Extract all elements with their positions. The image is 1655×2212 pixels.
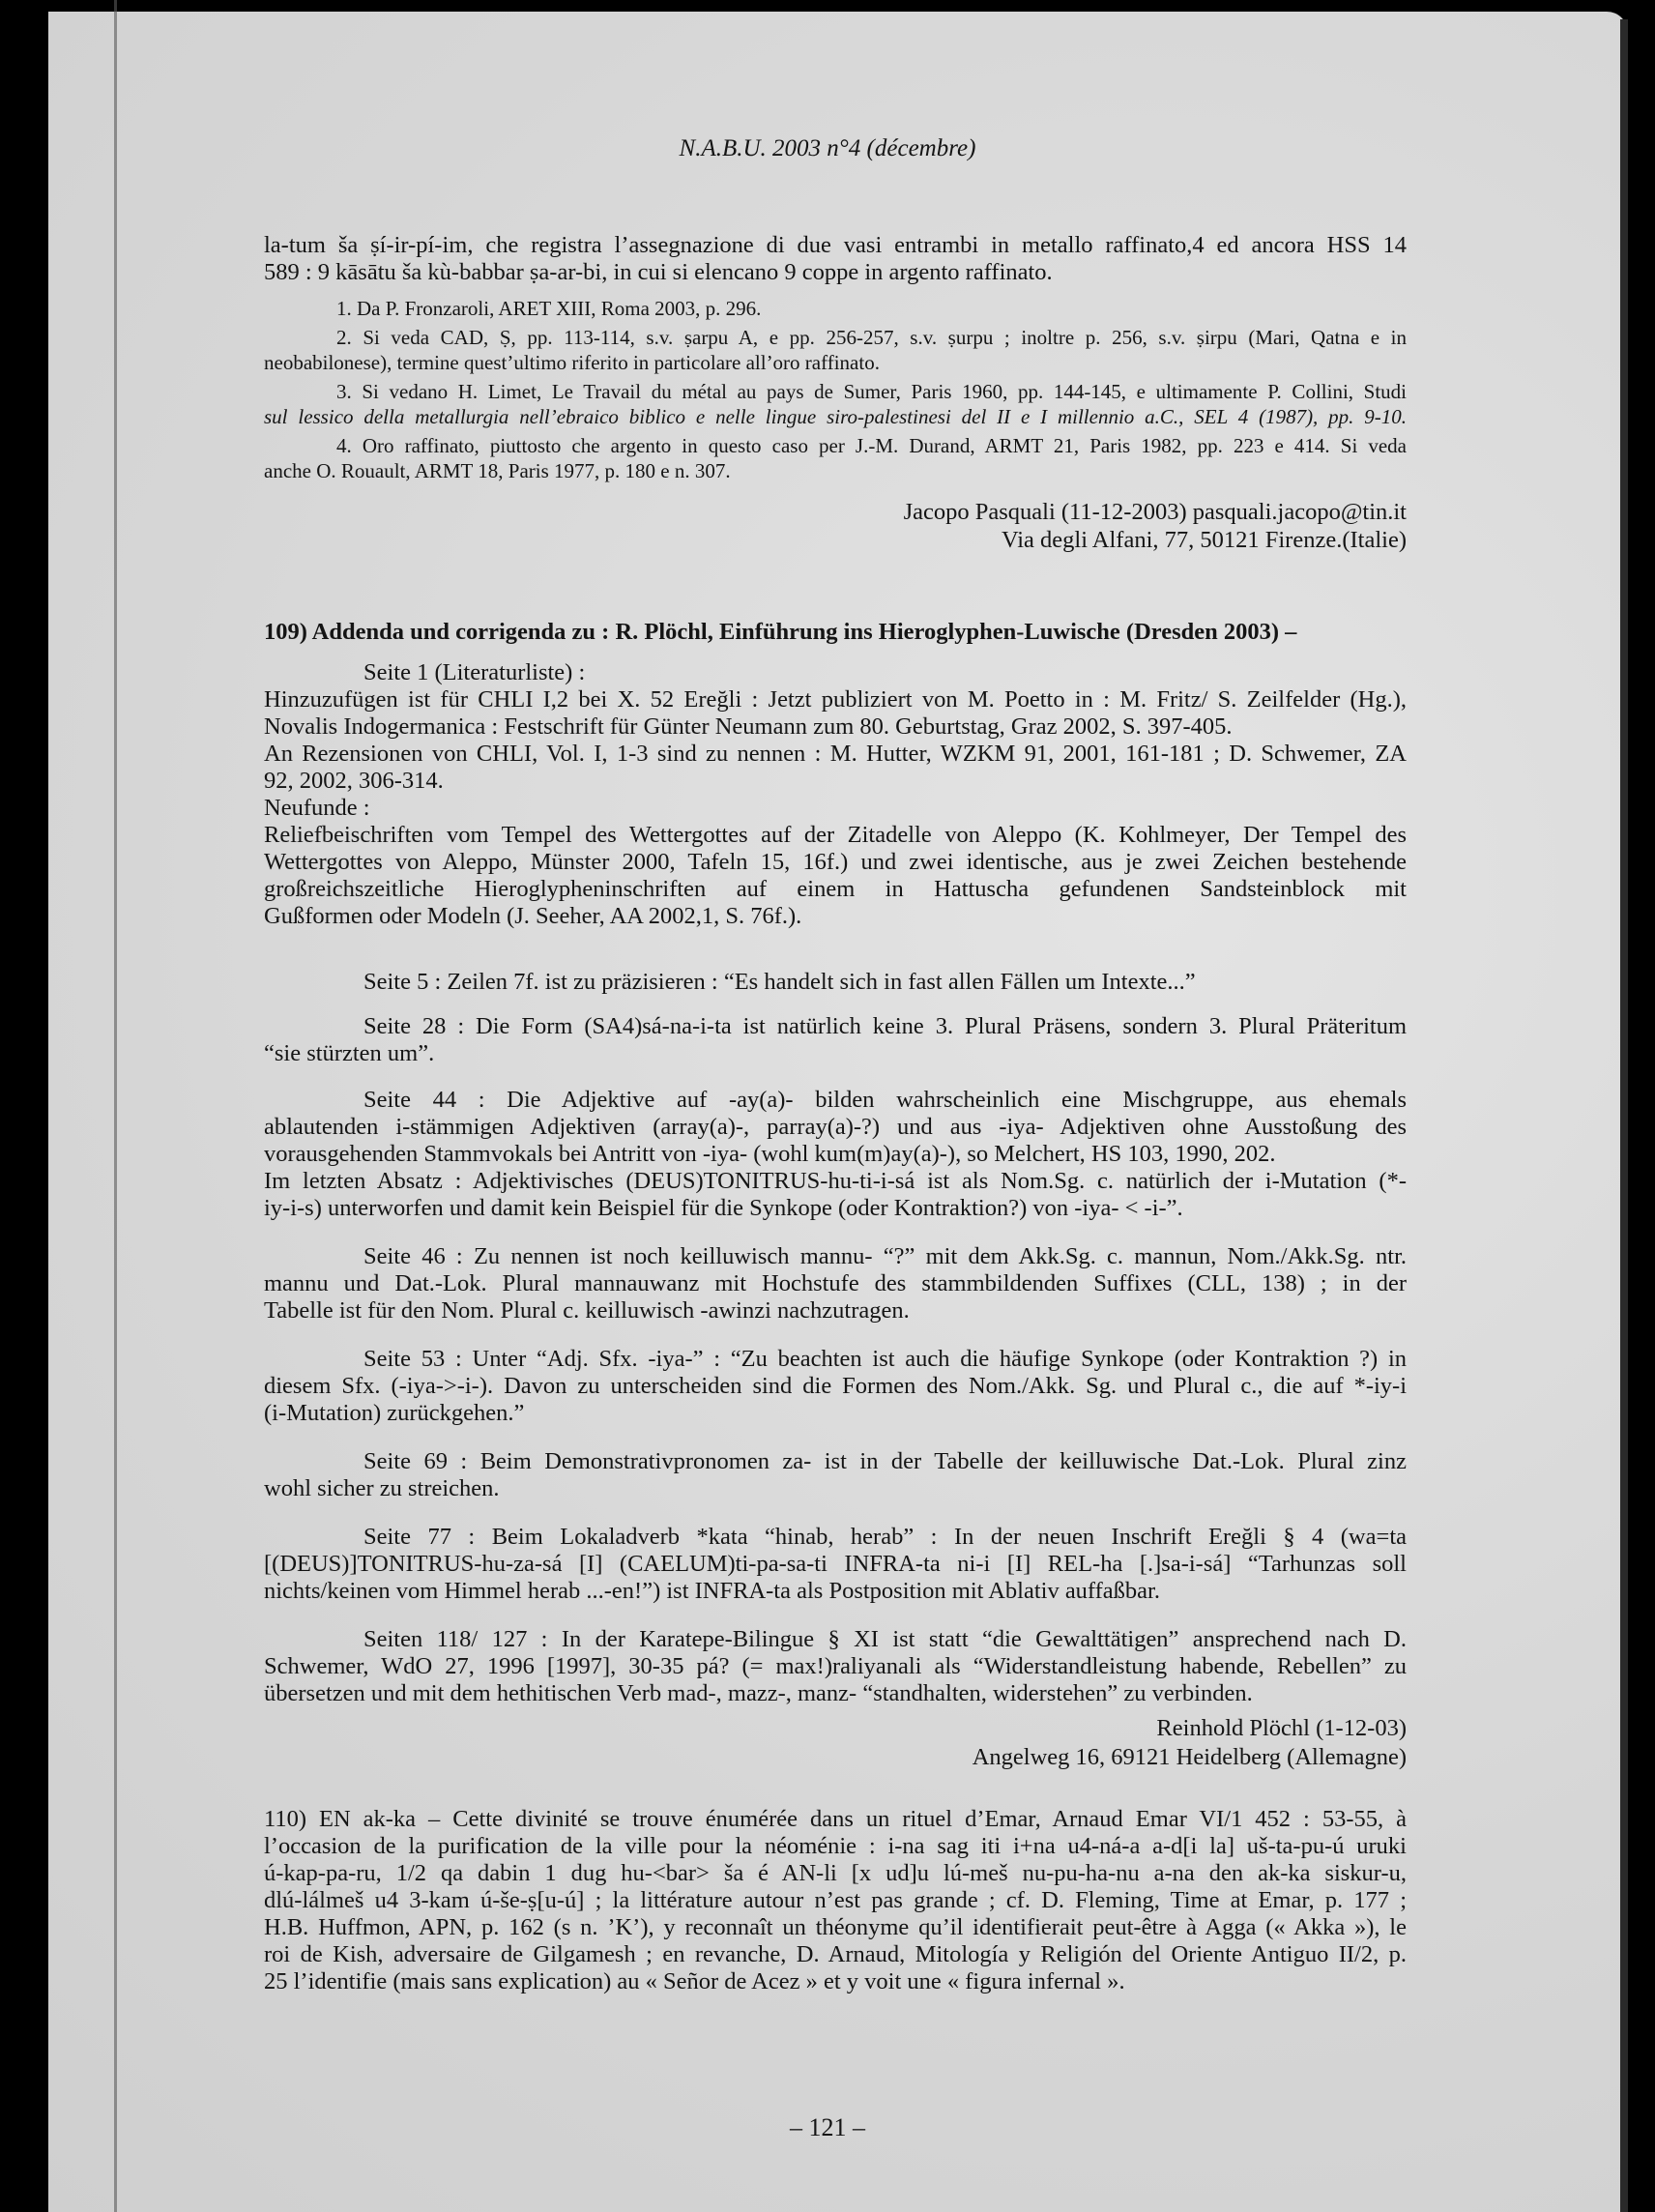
s109-line: Schwemer, WdO 27, 1996 [1997], 30-35 pá? (= max!)raliyanali als “Widerstandleistung habende, Rebellen” zu: [264, 1653, 1407, 1679]
s109-line: Gußformen oder Modeln (J. Seeher, AA 2002,1, S. 76f.).: [264, 903, 802, 929]
s109-line: mannu und Dat.-Lok. Plural mannauwanz mit Hochstufe des stammbildenden Suffixes (CLL, 138) ; in der: [264, 1270, 1407, 1296]
s109-line: Seite 46 : Zu nennen ist noch keilluwisch mannu- “?” mit dem Akk.Sg. c. mannun, Nom./Akk.Sg. ntr.: [363, 1243, 1407, 1269]
s109-line: 92, 2002, 306-314.: [264, 768, 444, 794]
s109-line: nichts/keinen vom Himmel herab ...-en!”) ist INFRA-ta als Postposition mit Ablativ auffaßbar.: [264, 1578, 1160, 1604]
s109-line: “sie stürzten um”.: [264, 1040, 435, 1066]
intro-line: la-tum ša ṣí-ir-pí-im, che registra l’assegnazione di due vasi entrambi in metallo raffinato,4 ed ancora HSS 14: [264, 232, 1407, 258]
intro-line: 589 : 9 kāsātu ša kù-babbar ṣa-ar-bi, in cui si elencano 9 coppe in argento raffinato.: [264, 259, 1053, 285]
footnote-2: 2. Si veda CAD, Ṣ, pp. 113-114, s.v. ṣarpu A, e pp. 256-257, s.v. ṣurpu ; inoltre p. 256, s.v. ṣirpu (Mari, Qatna e in: [336, 326, 1407, 349]
footnote-4-cont: anche O. Rouault, ARMT 18, Paris 1977, p. 180 e n. 307.: [264, 459, 731, 482]
s109-line: Neufunde :: [264, 795, 370, 821]
s109-line: Seite 28 : Die Form (SA4)sá-na-i-ta ist natürlich keine 3. Plural Präsens, sondern 3. Plural Präteritum: [363, 1013, 1407, 1039]
s109-line: großreichszeitliche Hieroglypheninschriften auf einem in Hattuscha gefundenen Sandsteinblock mit: [264, 876, 1407, 902]
s109-line: Seite 1 (Literaturliste) :: [363, 659, 586, 685]
footnote-4: 4. Oro raffinato, piuttosto che argento in questo caso per J.-M. Durand, ARMT 21, Paris 1982, pp. 223 e 414. Si veda: [336, 434, 1407, 457]
page-number: – 121 –: [790, 2113, 865, 2141]
s109-line: Reliefbeischriften vom Tempel des Wettergottes auf der Zitadelle von Aleppo (K. Kohlmeyer, Der Tempel des: [264, 822, 1407, 848]
s109-line: Seiten 118/ 127 : In der Karatepe-Bilingue § XI ist statt “die Gewalttätigen” ansprechend nach D.: [363, 1626, 1407, 1652]
s110-line: roi de Kish, adversaire de Gilgamesh ; en revanche, D. Arnaud, Mitología y Religión del Oriente Antiguo II/2, p.: [264, 1941, 1407, 1967]
s109-line: wohl sicher zu streichen.: [264, 1475, 500, 1501]
section-109-title: 109) Addenda und corrigenda zu : R. Plöchl, Einführung ins Hieroglyphen-Luwische (Dresden 2003) –: [264, 619, 1297, 645]
running-header: N.A.B.U. 2003 n°4 (décembre): [679, 135, 976, 161]
footnote-3-cont: sul lessico della metallurgia nell’ebraico biblico e nelle lingue siro-palestinesi del II e I millennio a.C., SEL 4 (1987), pp. 9-10.: [264, 405, 1407, 428]
s109-line: Seite 77 : Beim Lokaladverb *kata “hinab, herab” : In der neuen Inschrift Ereğli § 4 (wa=ta: [363, 1524, 1407, 1550]
footnote-1: 1. Da P. Fronzaroli, ARET XIII, Roma 2003, p. 296.: [336, 297, 762, 320]
s110-line: 25 l’identifie (mais sans explication) au « Señor de Acez » et y voit une « figura infernal ».: [264, 1968, 1125, 1994]
s109-line: diesem Sfx. (-iya->-i-). Davon zu unterscheiden sind die Formen des Nom./Akk. Sg. und Plural c., die auf *-iy-i: [264, 1373, 1407, 1399]
s109-line: [(DEUS)]TONITRUS-hu-za-sá [I] (CAELUM)ti-pa-sa-ti INFRA-ta ni-i [I] REL-ha [.]sa-i-sá] “Tarhunzas soll: [264, 1551, 1407, 1577]
s109-line: vorausgehenden Stammvokals bei Antritt von -iya- (wohl kum(m)ay(a)-), so Melchert, HS 103, 1990, 202.: [264, 1141, 1276, 1167]
signature-1-address: Via degli Alfani, 77, 50121 Firenze.(Italie): [1002, 527, 1407, 553]
s109-line: Novalis Indogermanica : Festschrift für Günter Neumann zum 80. Geburtstag, Graz 2002, S. 397-405.: [264, 713, 1233, 740]
s109-line: übersetzen und mit dem hethitischen Verb mad-, mazz-, manz- “standhalten, widerstehen” zu verbinden.: [264, 1680, 1253, 1706]
s109-line: Seite 44 : Die Adjektive auf -ay(a)- bilden wahrscheinlich eine Mischgruppe, aus ehemals: [363, 1087, 1407, 1113]
signature-1-name: Jacopo Pasquali (11-12-2003) pasquali.jacopo@tin.it: [903, 499, 1407, 525]
s109-line: An Rezensionen von CHLI, Vol. I, 1-3 sind zu nennen : M. Hutter, WZKM 91, 2001, 161-181 ; D. Schwemer, ZA: [264, 741, 1407, 767]
signature-2-address: Angelweg 16, 69121 Heidelberg (Allemagne): [972, 1744, 1407, 1770]
footnote-2-cont: neobabilonese), termine quest’ultimo riferito in particolare all’oro raffinato.: [264, 351, 880, 374]
s109-line: ablautenden i-stämmigen Adjektiven (array(a)-, parray(a)-?) und aus -iya- Adjektiven ohne Ausstoßung des: [264, 1114, 1407, 1140]
s109-line: (i-Mutation) zurückgehen.”: [264, 1400, 525, 1426]
signature-2-name: Reinhold Plöchl (1-12-03): [1156, 1715, 1407, 1741]
s109-line: Seite 69 : Beim Demonstrativpronomen za- ist in der Tabelle der keilluwische Dat.-Lok. Plural zinz: [363, 1448, 1407, 1474]
s110-line: 110) EN ak-ka – Cette divinité se trouve énumérée dans un rituel d’Emar, Arnaud Emar VI/1 452 : 53-55, à: [264, 1806, 1407, 1832]
s109-line: Seite 5 : Zeilen 7f. ist zu präzisieren : “Es handelt sich in fast allen Fällen um Intexte...”: [363, 969, 1196, 995]
s109-line: iy-i-s) unterworfen und damit kein Beispiel für die Synkope (oder Kontraktion?) von -iya- < -i-”.: [264, 1195, 1183, 1221]
footnote-3: 3. Si vedano H. Limet, Le Travail du métal au pays de Sumer, Paris 1960, pp. 144-145, e ultimamente P. Collini, Studi: [336, 380, 1407, 403]
page-right-edge: [1620, 19, 1628, 2212]
s110-line: l’occasion de la purification de la ville pour la néoménie : i-na sag iti i+na u4-ná-a a-d[i la] uš-ta-pu-ú uruki: [264, 1833, 1407, 1859]
s110-line: H.B. Huffmon, APN, p. 162 (s n. ’K’), y reconnaît un théonyme qu’il identifierait peut-être à Agga (« Akka »), le: [264, 1914, 1407, 1940]
s109-line: Im letzten Absatz : Adjektivisches (DEUS)TONITRUS-hu-ti-i-sá ist als Nom.Sg. c. natürlich der i-Mutation (*-: [264, 1168, 1407, 1194]
s109-line: Seite 53 : Unter “Adj. Sfx. -iya-” : “Zu beachten ist auch die häufige Synkope (oder Kontraktion ?) in: [363, 1346, 1407, 1372]
s109-line: Hinzuzufügen ist für CHLI I,2 bei X. 52 Ereğli : Jetzt publiziert von M. Poetto in : M. Fritz/ S. Zeilfelder (Hg.),: [264, 686, 1407, 713]
s110-line: ú-kap-pa-ru, 1/2 qa dabin 1 dug hu-<bar> ša é AN-li [x ud]u lú-meš nu-pu-ha-nu a-na den ak-ka siskur-u,: [264, 1860, 1407, 1886]
s110-line: dlú-lálmeš u4 3-kam ú-še-ṣ[u-ú] ; la littérature autour n’est pas grande ; cf. D. Fleming, Time at Emar, p. 177 ;: [264, 1887, 1407, 1913]
s109-line: Wettergottes von Aleppo, Münster 2000, Tafeln 15, 16f.) und zwei identische, aus je zwei Zeichen bestehende: [264, 849, 1407, 875]
page-fold-line: [114, 0, 117, 2212]
s109-line: Tabelle ist für den Nom. Plural c. keilluwisch -awinzi nachzutragen.: [264, 1297, 910, 1324]
